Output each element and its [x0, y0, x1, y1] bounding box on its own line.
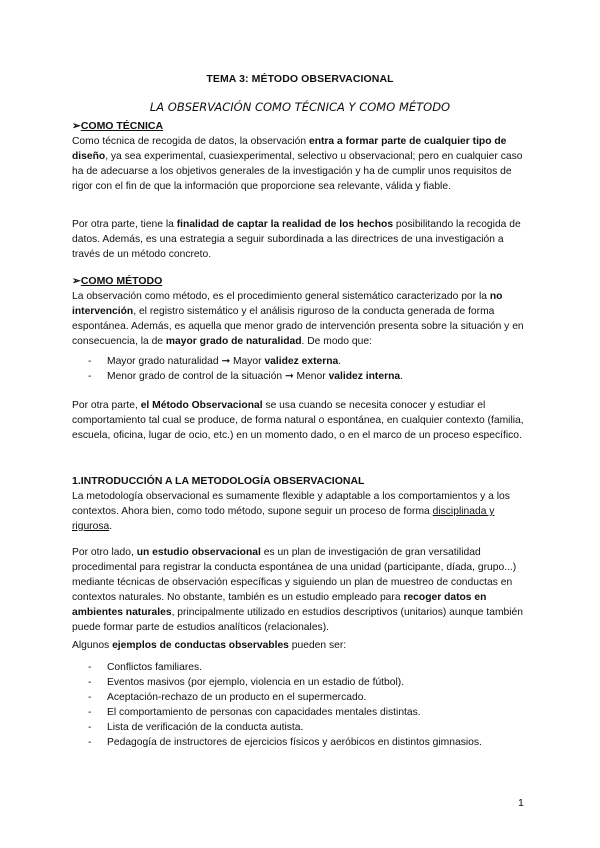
- bold-text: entra a formar parte de cualquier tipo de diseño: [72, 136, 507, 162]
- examples-list: [88, 660, 528, 750]
- bold-text: no intervención: [72, 291, 503, 317]
- list-item: [88, 720, 528, 735]
- text-span: .: [400, 371, 403, 382]
- text-span: Por otra parte,: [72, 400, 141, 411]
- list-item: [88, 705, 528, 720]
- dash-bullet: -: [88, 707, 92, 718]
- text-span: La metodología observacional es sumamente flexible y adaptable a los comportamientos y a los contextos. Ahora bien, como todo método, supone seguir un proceso de forma: [72, 491, 510, 517]
- bold-text: ejemplos de conductas observables: [112, 640, 289, 651]
- validity-list: [88, 354, 528, 384]
- list-item: [88, 675, 528, 690]
- text-span: El comportamiento de personas con capacidades mentales distintas.: [107, 707, 421, 718]
- bold-text: mayor grado de naturalidad: [165, 336, 302, 347]
- text-span: Aceptación-rechazo de un producto en el supermercado.: [107, 692, 367, 703]
- text-span: Eventos masivos (por ejemplo, violencia en un estadio de fútbol).: [107, 677, 405, 688]
- paragraph-block: [72, 545, 528, 635]
- paragraph: [72, 134, 528, 194]
- section-tecnica: [72, 119, 528, 194]
- section-heading-tecnica: [72, 119, 528, 134]
- text-span: La observación como método, es el procedimiento general sistemático caracterizado por la: [72, 291, 490, 302]
- section-introduccion: [72, 474, 528, 534]
- text-span: , principalmente utilizado en estudios descriptivos (unitarios) aunque también puede formar parte de estudios analíticos (relacionales).: [72, 607, 524, 633]
- text-span: Mayor grado naturalidad ➞ Mayor: [107, 356, 265, 367]
- page-title: TEMA 3: MÉTODO OBSERVACIONAL: [206, 73, 394, 85]
- paragraph: [72, 489, 528, 534]
- page-number: 1: [518, 797, 524, 809]
- paragraph: [72, 289, 528, 349]
- page-subtitle: LA OBSERVACIÓN COMO TÉCNICA Y COMO MÉTODO: [149, 100, 451, 114]
- heading-text: COMO TÉCNICA: [80, 120, 164, 132]
- text-span: .: [338, 356, 342, 367]
- dash-bullet: -: [88, 356, 92, 367]
- paragraph-block: [72, 398, 528, 443]
- section-heading-metodo: [72, 274, 528, 289]
- arrow-bullet-icon: ➢: [72, 120, 81, 132]
- bold-text: finalidad de captar la realidad de los hechos: [176, 219, 394, 230]
- text-span: pueden ser:: [288, 640, 347, 651]
- text-span: posibilitando la recogida de datos. Además, es una estrategia a seguir subordinada a las directrices de una investigación a través de un método concreto.: [72, 219, 521, 260]
- list-item: [88, 690, 528, 705]
- text-span: . De modo que:: [301, 336, 372, 347]
- dash-bullet: -: [88, 722, 92, 733]
- text-span: Como técnica de recogida de datos, la observación: [72, 136, 309, 147]
- bold-text: validez externa: [264, 356, 339, 367]
- paragraph-block: [72, 638, 528, 653]
- list-item: [88, 660, 528, 675]
- dash-bullet: -: [88, 737, 92, 748]
- text-span: , ya sea experimental, cuasiexperimental, selectivo u observacional; pero en cualquier caso ha de adecuarse a los objetivos generales de la investigación y ha de cumplir unos requisitos de rigor con el fin de que la información que proporcione sea relevante, válida y fiable.: [72, 151, 523, 192]
- text-span: Por otra parte, tiene la: [72, 219, 177, 230]
- text-span: Lista de verificación de la conducta autista.: [107, 722, 304, 733]
- list-item: [88, 735, 528, 750]
- bold-text: validez interna: [328, 371, 401, 382]
- text-span: es un plan de investigación de gran versatilidad procedimental para registrar la conducta espontánea de una unidad (participante, díada, grupo...) mediante técnicas de observación específicas y siguiendo un plan de muestreo de conductas en contextos naturales. No obstante, también es un estudio empleado para: [72, 547, 517, 603]
- text-span: Por otro lado,: [72, 547, 137, 558]
- dash-bullet: -: [88, 692, 92, 703]
- text-span: Pedagogía de instructores de ejercicios físicos y aeróbicos en distintos gimnasios.: [107, 737, 482, 748]
- bold-text: recoger datos en ambientes naturales: [72, 592, 487, 618]
- arrow-bullet-icon: ➢: [72, 275, 81, 287]
- list-item: [88, 369, 528, 384]
- heading-text: COMO MÉTODO: [80, 275, 163, 287]
- text-span: .: [109, 521, 113, 532]
- text-span: Algunos: [72, 640, 113, 651]
- section-heading-introduccion: 1.INTRODUCCIÓN A LA METODOLOGÍA OBSERVACIONAL: [72, 475, 365, 487]
- bold-text: un estudio observacional: [136, 547, 261, 558]
- paragraph-block: [72, 217, 528, 262]
- section-metodo: [72, 274, 528, 349]
- paragraph: [72, 638, 528, 653]
- text-span: , el registro sistemático y el análisis riguroso de la conducta generada de forma espontánea. Además, es aquella que menor grado de intervención presenta sobre la situación y en consecuencia, la de: [72, 306, 524, 347]
- text-span: Menor grado de control de la situación ➞ Menor: [107, 371, 329, 382]
- dash-bullet: -: [88, 662, 92, 673]
- dash-bullet: -: [88, 677, 92, 688]
- dash-bullet: -: [88, 371, 92, 382]
- paragraph: [72, 398, 528, 443]
- text-span: se usa cuando se necesita conocer y estudiar el comportamiento tal cual se produce, de forma natural o espontánea, en cualquier contexto (familia, escuela, oficina, lugar de ocio, etc.) en un momento dado, o en el marco de un proceso específico.: [72, 400, 524, 441]
- list-item: [88, 354, 528, 369]
- paragraph: [72, 217, 528, 262]
- bold-text: el Método Observacional: [140, 400, 263, 411]
- paragraph: [72, 545, 528, 635]
- text-span: Conflictos familiares.: [107, 662, 202, 673]
- underlined-text: disciplinada y rigurosa: [72, 506, 495, 532]
